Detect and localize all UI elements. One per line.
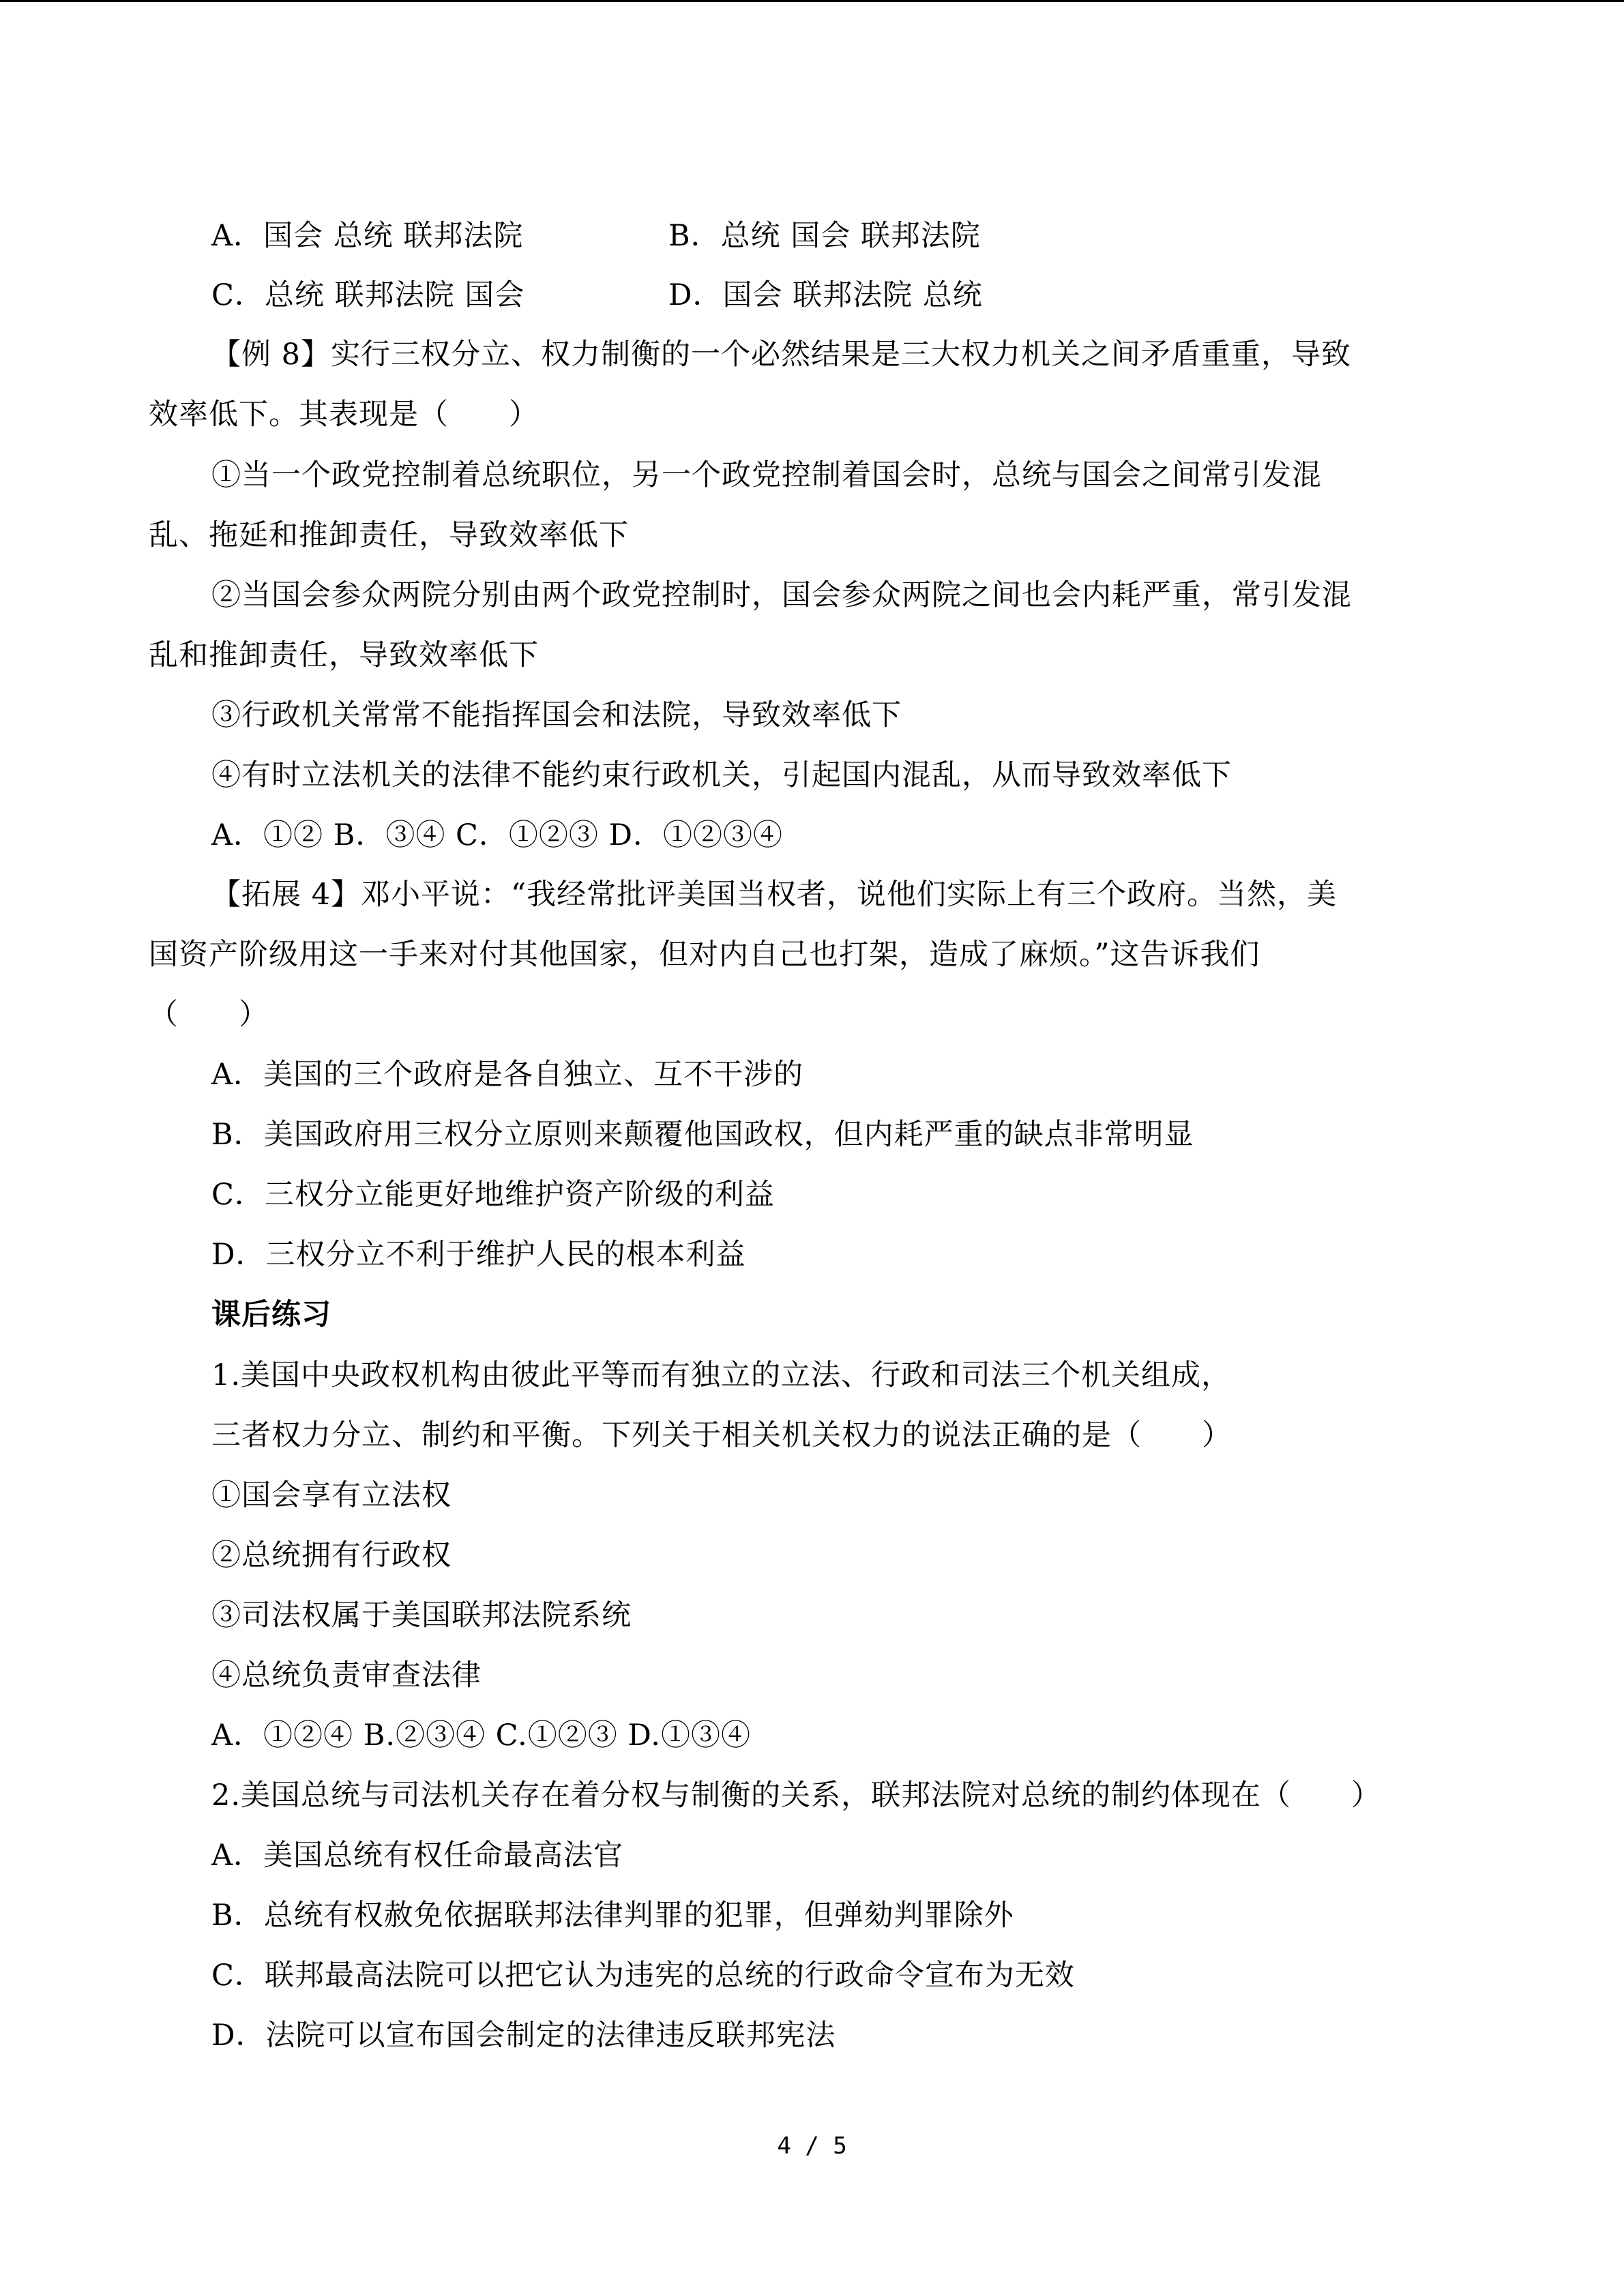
example8-statement3: ③行政机关常常不能指挥国会和法院，导致效率低下 [211,698,902,732]
extension4-option-b: B．美国政府用三权分立原则来颠覆他国政权，但内耗严重的缺点非常明显 [211,1118,1194,1152]
prev-option-d: D．国会 联邦法院 总统 [668,278,983,312]
q2-option-c: C．联邦最高法院可以把它认为违宪的总统的行政命令宣布为无效 [211,1958,1075,1993]
example8-statement2-line1: ②当国会参众两院分别由两个政党控制时，国会参众两院之间也会内耗严重，常引发混 [211,578,1352,612]
q1-statement1: ①国会享有立法权 [211,1478,452,1512]
prev-option-c: C．总统 联邦法院 国会 [211,278,525,312]
page-number: 4 / 5 [777,2132,847,2160]
example8-statement1-line1: ①当一个政党控制着总统职位，另一个政党控制着国会时，总统与国会之间常引发混 [211,458,1322,492]
example8-statement2-line2: 乱和推卸责任，导致效率低下 [149,638,539,672]
q1-stem-line2: 三者权力分立、制约和平衡。下列关于相关机关权力的说法正确的是（ ） [211,1418,1232,1452]
q1-statement3: ③司法权属于美国联邦法院系统 [211,1598,632,1632]
example8-statement4: ④有时立法机关的法律不能约束行政机关，引起国内混乱，从而导致效率低下 [211,758,1232,792]
q1-choices: A．①②④ B.②③④ C.①②③ D.①③④ [211,1718,751,1753]
extension4-stem-line1: 【拓展 4】邓小平说：“我经常批评美国当权者，说他们实际上有三个政府。当然，美 [211,878,1338,912]
extension4-option-a: A．美国的三个政府是各自独立、互不干涉的 [211,1058,804,1092]
prev-option-b: B．总统 国会 联邦法院 [668,219,981,253]
example8-statement1-line2: 乱、拖延和推卸责任，导致效率低下 [149,518,629,552]
extension4-stem-line3: （ ） [149,998,269,1032]
q2-option-b: B．总统有权赦免依据联邦法律判罪的犯罪，但弹劾判罪除外 [211,1898,1014,1933]
q1-statement2: ②总统拥有行政权 [211,1538,452,1572]
extension4-stem-line2: 国资产阶级用这一手来对付其他国家，但对内自己也打架，造成了麻烦。”这告诉我们 [149,938,1260,972]
extension4-option-d: D．三权分立不利于维护人民的根本利益 [211,1238,746,1272]
q2-option-a: A．美国总统有权任命最高法官 [211,1838,624,1873]
prev-option-a: A．国会 总统 联邦法院 [211,219,524,253]
q2-stem: 2.美国总统与司法机关存在着分权与制衡的关系，联邦法院对总统的制约体现在（ ） [211,1778,1382,1813]
q1-stem-line1: 1.美国中央政权机构由彼此平等而有独立的立法、行政和司法三个机关组成， [211,1358,1232,1392]
example8-stem-line2: 效率低下。其表现是（ ） [149,398,539,432]
example8-choices: A．①② B．③④ C．①②③ D．①②③④ [211,818,784,852]
exercise-heading: 课后练习 [211,1298,331,1332]
extension4-option-c: C．三权分立能更好地维护资产阶级的利益 [211,1178,775,1212]
example8-stem-line1: 【例 8】实行三权分立、权力制衡的一个必然结果是三大权力机关之间矛盾重重，导致 [211,338,1352,372]
q1-statement4: ④总统负责审查法律 [211,1658,482,1693]
q2-option-d: D．法院可以宣布国会制定的法律违反联邦宪法 [211,2018,836,2053]
